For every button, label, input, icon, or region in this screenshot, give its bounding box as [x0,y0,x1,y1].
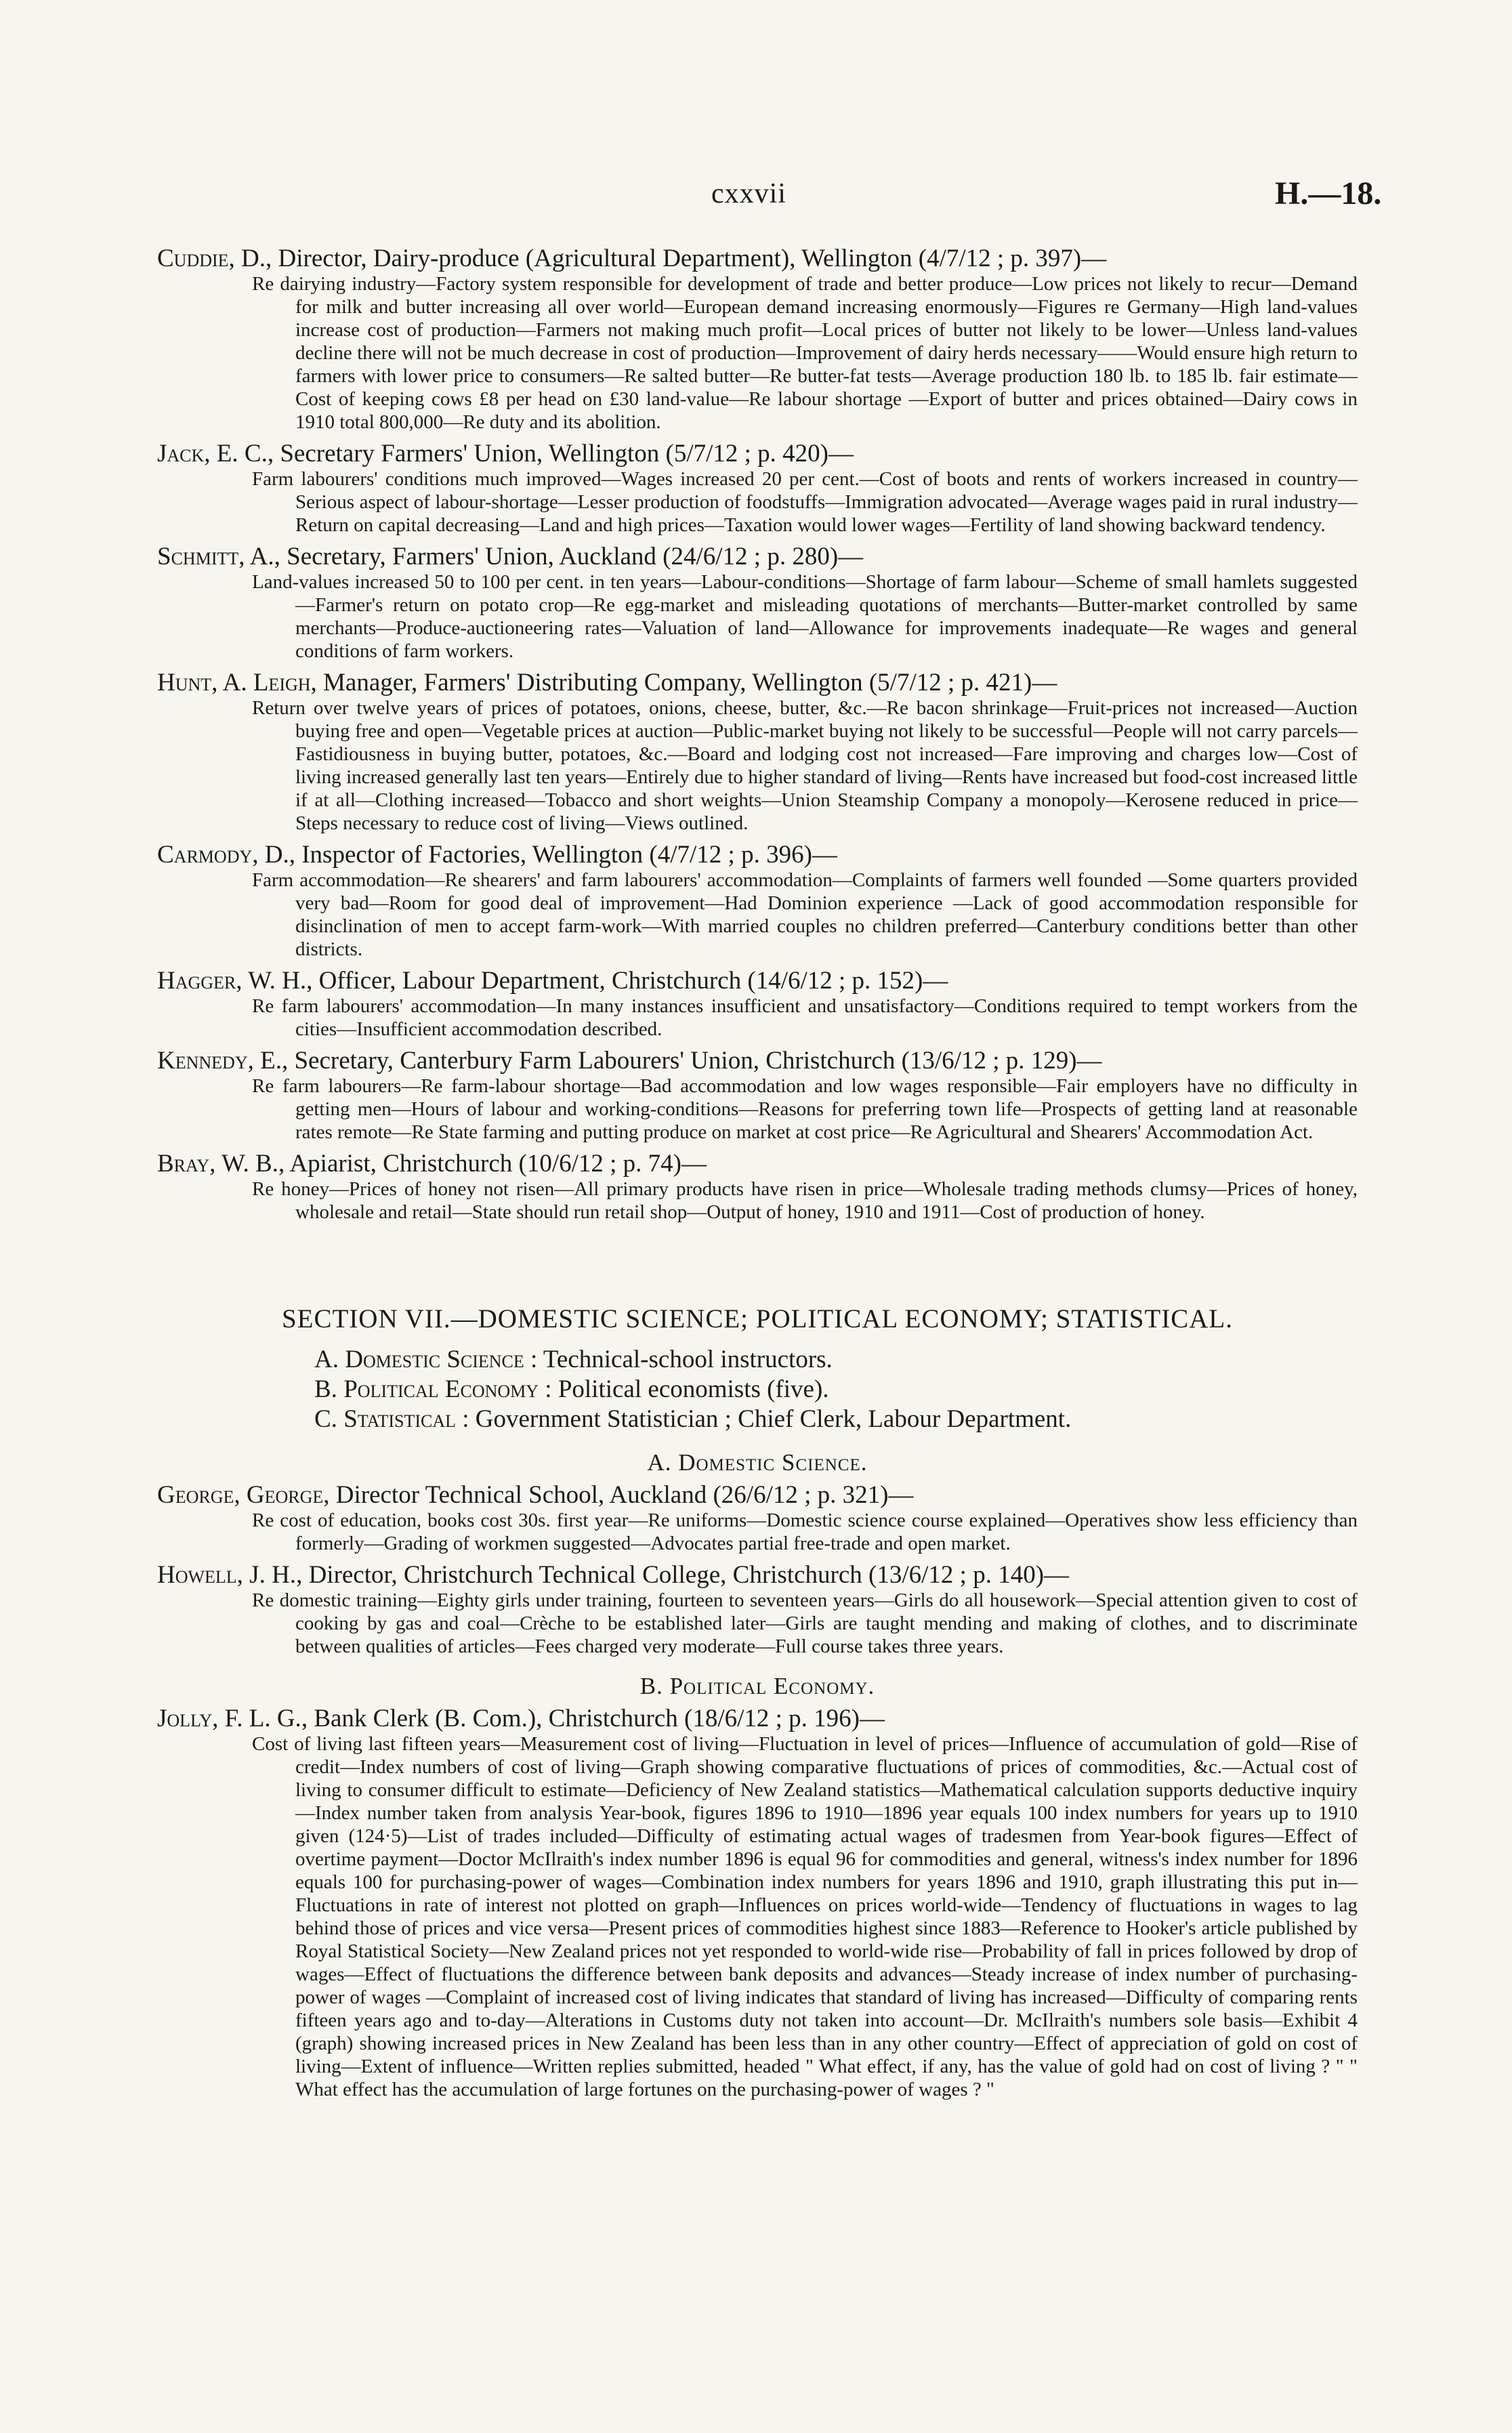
witness-description: , Apiarist, Christchurch (10/6/12 ; p. 74)— [278,1150,707,1178]
witness-name: Kennedy, E. [157,1047,282,1075]
witness-name: Howell, J. H. [157,1561,297,1589]
witness-name: Carmody, D. [157,841,289,869]
witness-entry [157,440,1358,537]
witness-entry [157,841,1358,961]
section-item-letter: A. [314,1346,339,1373]
witness-name: Schmitt, A. [157,543,274,570]
evidence-summary: Cost of living last fifteen years—Measurement cost of living—Fluctuation in level of prices—Influence of accumulation of gold—Rise of credit—Index numbers of cost of living—Graph showing comparative fluctuations of prices of commodities, &c.—Actual cost of living to consumer difficult to estimate—Deficiency of New Zealand statistics—Mathematical calculation supports deductive inquiry—Index number taken from analysis Year-book, figures 1896 to 1910—1896 year equals 100 index numbers for years up to 1910 given (124·5)—List of trades included—Difficulty of estimating actual wages of tradesmen from Year-book figures—Effect of overtime payment—Doctor McIlraith's index number 1896 is equal 96 for commodities and general, witness's index number for 1896 equals 100 for purchasing-power of wages—Combination index numbers for years 1896 and 1910, graph illustrating this put in—Fluctuations in rate of interest not plotted on graph—Influences on prices world-wide—Tendency of fluctuations in wages to lag behind those of prices and vice versa—Present prices of commodities highest since 1883—Reference to Hooker's article published by Royal Statistical Society—New Zealand prices not yet responded to world-wide rise—Probability of fall in prices followed by drop of wages—Effect of fluctuations the difference between bank deposits and advances—Steady increase of index number of purchasing-power of wages —Complaint of increased cost of living indicates that standard of living has increased—Difficulty of comparing rents fifteen years ago and to-day—Alterations in Customs duty not taken into account—Dr. McIlraith's numbers sole basis—Exhibit 4 (graph) showing increased prices in New Zealand has been less than in any other country—Effect of appreciation of gold on cost of living—Extent of influence—Written replies submitted, headed " What effect, if any, has the value of gold had on cost of living ? " " What effect has the accumulation of large fortunes on the purchasing-power of wages ? " [252,1733,1358,2100]
witness-description: , Secretary, Canterbury Farm Labourers' Union, Christchurch (13/6/12 ; p. 129)— [281,1047,1102,1075]
witness-entry [157,669,1358,835]
witness-name: Jolly, F. L. G. [157,1705,301,1732]
section-item [314,1375,1358,1405]
witness-description: , Officer, Labour Department, Christchurch (14/6/12 ; p. 152)— [306,967,948,995]
section-title: SECTION VII.—DOMESTIC SCIENCE; POLITICAL ECONOMY; STATISTICAL. [281,1304,1234,1333]
witness-description: , Bank Clerk (B. Com.), Christchurch (18/6/12 ; p. 196)— [301,1705,885,1732]
witness-heading [157,1150,1358,1178]
section-item [314,1345,1358,1375]
entries-list-b [157,1705,1358,2101]
section-item-label: Political Economy : [343,1375,552,1403]
witness-heading [157,245,1358,272]
witness-description: , Director Technical School, Auckland (26/6/12 ; p. 321)— [323,1481,914,1509]
section-item-text: Political economists (five). [558,1375,829,1403]
section-item-letter: B. [314,1375,337,1403]
witness-entry [157,1562,1358,1658]
witness-description: , Secretary Farmers' Union, Wellington (5/7/12 ; p. 420)— [267,440,854,467]
section-item-label: Statistical : [343,1405,469,1433]
entries-list-top [157,245,1358,1224]
witness-description: , Manager, Farmers' Distributing Company, Wellington (5/7/12 ; p. 421)— [310,669,1057,696]
section-item-text: Government Statistician ; Chief Clerk, Labour Department. [475,1405,1072,1433]
entries-list-a [157,1482,1358,1658]
witness-entry [157,245,1358,434]
evidence-summary: Farm accommodation—Re shearers' and farm labourers' accommodation—Complaints of farmers well founded —Some quarters provided very bad—Room for good deal of improvement—Had Dominion experience —Lack of good accommodation responsible for disinclination of men to accept farm-work—With married couples no children preferred—Canterbury conditions better than other districts. [252,869,1358,960]
page-number: cxxvii [711,178,786,209]
evidence-summary: Re dairying industry—Factory system responsible for development of trade and better produce—Low prices not likely to recur—Demand for milk and butter increasing all over world—European demand increasing enormously—Figures re Germany—High land-values increase cost of production—Farmers not making much profit—Local prices of butter not likely to be lower—Unless land-values decline there will not be much decrease in cost of production—Improvement of dairy herds necessary——Would ensure high return to farmers with lower price to consumers—Re salted butter—Re butter-fat tests—Average production 180 lb. to 185 lb. fair estimate—Cost of keeping cows £8 per head on £30 land-value—Re labour shortage —Export of butter and prices obtained—Dairy cows in 1910 total 800,000—Re duty and its abolition. [252,273,1358,433]
section-item [314,1405,1358,1434]
subsection-heading-a: A. Domestic Science. [647,1449,868,1476]
section-list [314,1345,1358,1434]
witness-heading [157,1562,1358,1589]
witness-name: Hunt, A. Leigh [157,669,311,696]
evidence-summary: Re honey—Prices of honey not risen—All primary products have risen in price—Wholesale trading methods clumsy—Prices of honey, wholesale and retail—State should run retail shop—Output of honey, 1910 and 1911—Cost of production of honey. [252,1178,1358,1223]
witness-heading [157,841,1358,869]
witness-heading [157,1482,1358,1509]
witness-heading [157,1047,1358,1075]
witness-description: , Director, Dairy-produce (Agricultural Department), Wellington (4/7/12 ; p. 397)— [266,245,1107,272]
witness-description: , Inspector of Factories, Wellington (4/7/12 ; p. 396)— [289,841,837,869]
paper-reference: H.—18. [1275,175,1382,211]
witness-name: George, George [157,1481,324,1509]
witness-heading [157,543,1358,570]
witness-entry [157,1705,1358,2101]
evidence-summary: Re cost of education, books cost 30s. first year—Re uniforms—Domestic science course explained—Operatives show less efficiency than formerly—Grading of workmen suggested—Advocates partial free-trade and open market. [252,1510,1358,1554]
evidence-summary: Re farm labourers—Re farm-labour shortage—Bad accommodation and low wages responsible—Fair employers have no difficulty in getting men—Hours of labour and working-conditions—Reasons for preferring town life—Prospects of getting land at reasonable rates remote—Re State farming and putting produce on market at cost price—Re Agricultural and Shearers' Accommodation Act. [252,1075,1358,1143]
witness-heading [157,1705,1358,1732]
witness-entry [157,1150,1358,1224]
witness-description: , Director, Christchurch Technical College, Christchurch (13/6/12 ; p. 140)— [296,1561,1070,1589]
witness-heading [157,440,1358,467]
section-item-text: Technical-school instructors. [543,1346,833,1373]
evidence-summary: Return over twelve years of prices of potatoes, onions, cheese, butter, &c.—Re bacon shrinkage—Fruit-prices not increased—Auction buying free and open—Vegetable prices at auction—Public-market buying not likely to be successful—People will not carry parcels—Fastidiousness in buying butter, potatoes, &c.—Board and lodging cost not increased—Fare improving and charges low—Cost of living increased generally last ten years—Entirely due to higher standard of living—Rents have increased but food-cost increased little if at all—Clothing increased—Tobacco and short weights—Union Steamship Company a monopoly—Kerosene reduced in price—Steps necessary to reduce cost of living—Views outlined. [252,697,1358,834]
evidence-summary: Farm labourers' conditions much improved—Wages increased 20 per cent.—Cost of boots and rents of workers increased in country—Serious aspect of labour-shortage—Lesser production of foodstuffs—Immigration advocated—Average wages paid in rural industry—Return on capital decreasing—Land and high prices—Taxation would lower wages—Fertility of land showing backward tendency. [252,468,1358,536]
page-content [157,245,1358,2108]
witness-description: , Secretary, Farmers' Union, Auckland (24/6/12 ; p. 280)— [274,543,864,570]
section-item-letter: C. [314,1405,337,1433]
witness-entry [157,968,1358,1041]
section-item-label: Domestic Science : [345,1346,538,1373]
witness-entry [157,543,1358,663]
evidence-summary: Re domestic training—Eighty girls under training, fourteen to seventeen years—Girls do all housework—Special attention given to cost of cooking by gas and coal—Crèche to be established later—Girls are taught mending and making of clothes, and to discriminate between qualities of articles—Fees charged very moderate—Full course takes three years. [252,1589,1358,1657]
witness-heading [157,968,1358,995]
witness-name: Bray, W. B. [157,1150,278,1178]
witness-heading [157,669,1358,696]
evidence-summary: Land-values increased 50 to 100 per cent. in ten years—Labour-conditions—Shortage of farm labour—Scheme of small hamlets suggested—Farmer's return on potato crop—Re egg-market and misleading quotations of merchants—Butter-market controlled by same merchants—Produce-auctioneering rates—Valuation of land—Allowance for improvements inadequate—Re wages and general conditions of farm workers. [252,571,1358,662]
witness-name: Jack, E. C. [157,440,268,467]
witness-entry [157,1047,1358,1144]
witness-name: Cuddie, D. [157,245,266,272]
subsection-heading-b: B. Political Economy. [639,1673,875,1699]
evidence-summary: Re farm labourers' accommodation—In many instances insufficient and unsatisfactory—Conditions required to tempt workers from the cities—Insufficient accommodation described. [252,995,1358,1040]
witness-name: Hagger, W. H. [157,967,307,995]
witness-entry [157,1482,1358,1555]
